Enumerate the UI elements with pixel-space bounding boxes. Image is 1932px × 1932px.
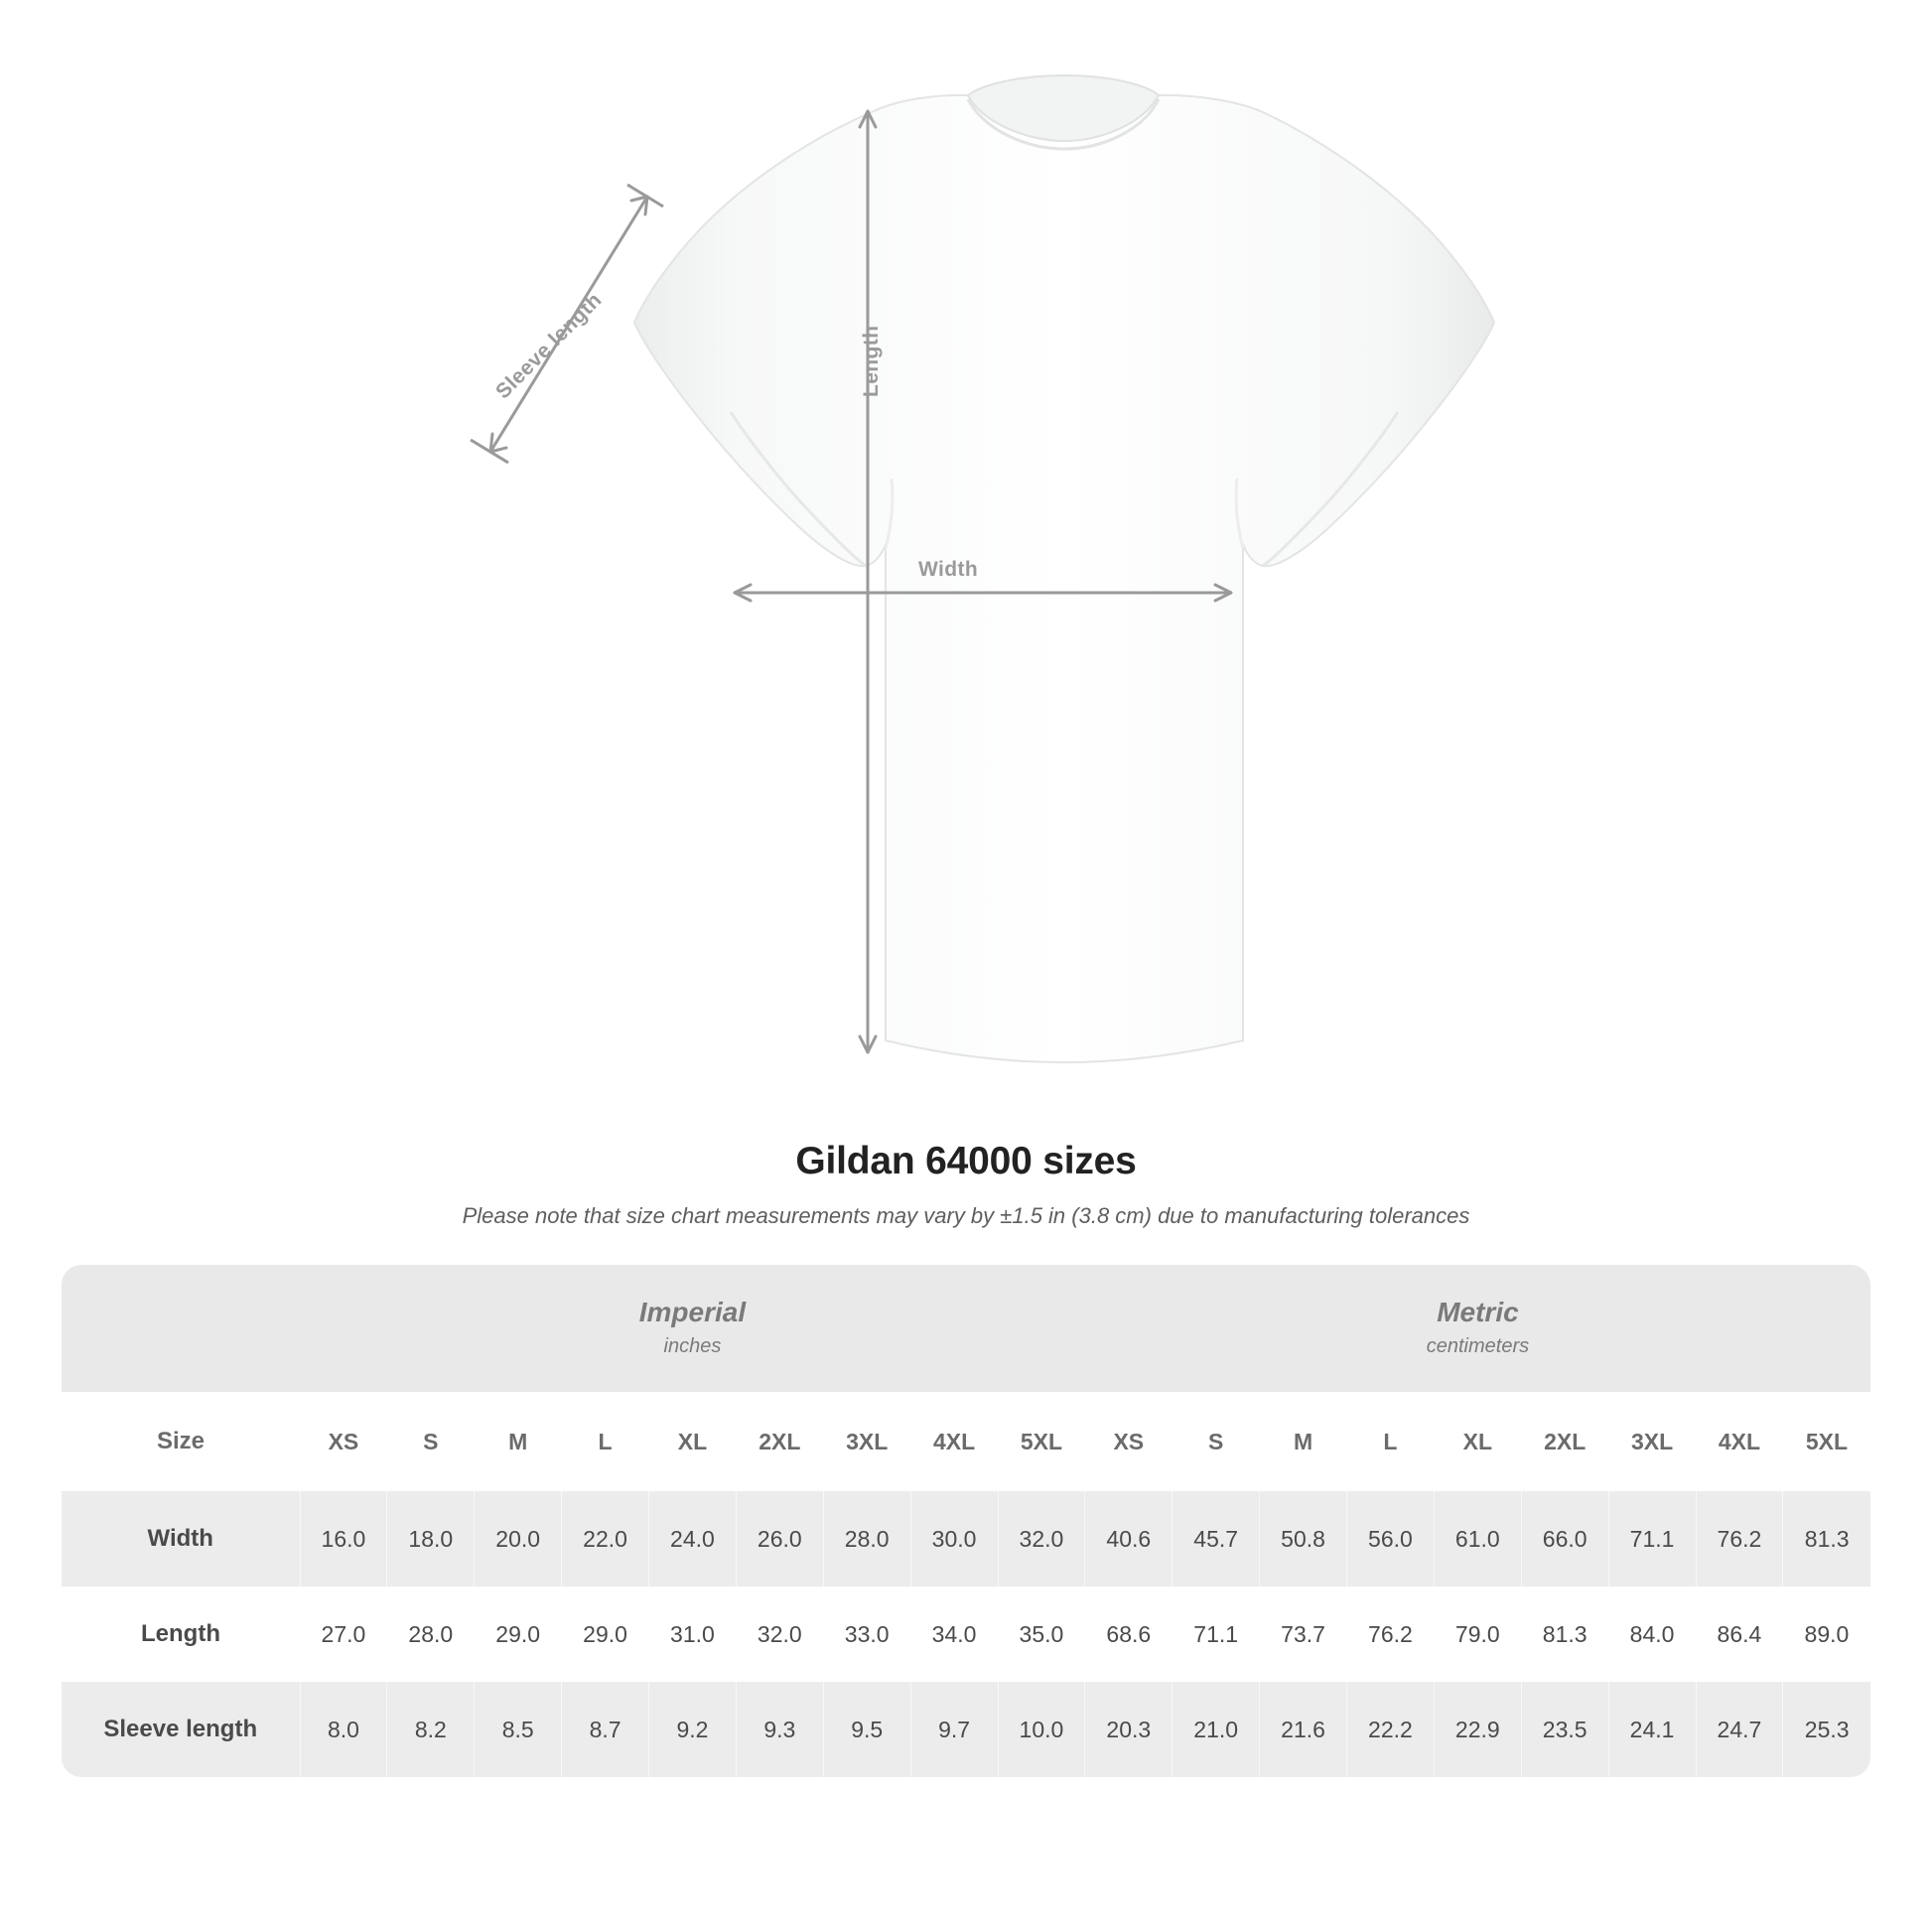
sleeve-imperial-2xl: 9.3 bbox=[736, 1682, 823, 1777]
size-header-imperial-5xl: 5XL bbox=[998, 1392, 1085, 1491]
width-metric-3xl: 71.1 bbox=[1608, 1491, 1696, 1587]
unit-group-metric bbox=[1085, 1265, 1870, 1392]
row-label-width: Width bbox=[62, 1491, 300, 1587]
size-header-row bbox=[62, 1392, 1870, 1491]
sleeve-metric-xl: 22.9 bbox=[1434, 1682, 1521, 1777]
size-header-label: Size bbox=[62, 1392, 300, 1491]
size-header-imperial-l: L bbox=[562, 1392, 649, 1491]
sleeve-length-label: Sleeve length bbox=[491, 288, 607, 404]
size-header-metric-4xl: 4XL bbox=[1696, 1392, 1783, 1491]
length-metric-m: 73.7 bbox=[1260, 1587, 1347, 1682]
size-header-imperial-s: S bbox=[387, 1392, 475, 1491]
sleeve-imperial-l: 8.7 bbox=[562, 1682, 649, 1777]
unit-header-spacer bbox=[62, 1265, 300, 1392]
sleeve-metric-3xl: 24.1 bbox=[1608, 1682, 1696, 1777]
length-imperial-2xl: 32.0 bbox=[736, 1587, 823, 1682]
size-header-metric-s: S bbox=[1173, 1392, 1260, 1491]
width-metric-s: 45.7 bbox=[1173, 1491, 1260, 1587]
unit-title-metric: Metric bbox=[1437, 1297, 1519, 1327]
sleeve-imperial-3xl: 9.5 bbox=[823, 1682, 910, 1777]
sleeve-imperial-s: 8.2 bbox=[387, 1682, 475, 1777]
table-row-width bbox=[62, 1491, 1870, 1587]
width-imperial-xs: 16.0 bbox=[300, 1491, 387, 1587]
length-metric-3xl: 84.0 bbox=[1608, 1587, 1696, 1682]
width-imperial-5xl: 32.0 bbox=[998, 1491, 1085, 1587]
size-header-imperial-m: M bbox=[475, 1392, 562, 1491]
width-metric-5xl: 81.3 bbox=[1783, 1491, 1870, 1587]
size-header-imperial-2xl: 2XL bbox=[736, 1392, 823, 1491]
length-imperial-m: 29.0 bbox=[475, 1587, 562, 1682]
length-imperial-4xl: 34.0 bbox=[910, 1587, 998, 1682]
sleeve-metric-s: 21.0 bbox=[1173, 1682, 1260, 1777]
page-title: Gildan 64000 sizes bbox=[795, 1140, 1137, 1182]
length-metric-l: 76.2 bbox=[1347, 1587, 1435, 1682]
sleeve-metric-2xl: 23.5 bbox=[1521, 1682, 1608, 1777]
width-metric-l: 56.0 bbox=[1347, 1491, 1435, 1587]
unit-subtitle-imperial: inches bbox=[663, 1335, 722, 1357]
width-imperial-2xl: 26.0 bbox=[736, 1491, 823, 1587]
table-row-length bbox=[62, 1587, 1870, 1682]
length-metric-xs: 68.6 bbox=[1085, 1587, 1173, 1682]
length-metric-5xl: 89.0 bbox=[1783, 1587, 1870, 1682]
length-imperial-xs: 27.0 bbox=[300, 1587, 387, 1682]
table-row-sleeve-length bbox=[62, 1682, 1870, 1777]
length-metric-xl: 79.0 bbox=[1434, 1587, 1521, 1682]
sleeve-metric-m: 21.6 bbox=[1260, 1682, 1347, 1777]
size-header-imperial-4xl: 4XL bbox=[910, 1392, 998, 1491]
row-label-sleeve-length: Sleeve length bbox=[62, 1682, 300, 1777]
tshirt-shape bbox=[634, 75, 1494, 1062]
length-imperial-5xl: 35.0 bbox=[998, 1587, 1085, 1682]
unit-header-row bbox=[62, 1265, 1870, 1392]
size-header-metric-xs: XS bbox=[1085, 1392, 1173, 1491]
size-header-imperial-3xl: 3XL bbox=[823, 1392, 910, 1491]
unit-title-imperial: Imperial bbox=[638, 1297, 747, 1327]
length-metric-4xl: 86.4 bbox=[1696, 1587, 1783, 1682]
sleeve-metric-4xl: 24.7 bbox=[1696, 1682, 1783, 1777]
size-header-metric-l: L bbox=[1347, 1392, 1435, 1491]
width-imperial-m: 20.0 bbox=[475, 1491, 562, 1587]
width-metric-xs: 40.6 bbox=[1085, 1491, 1173, 1587]
size-header-imperial-xs: XS bbox=[300, 1392, 387, 1491]
size-table bbox=[62, 1265, 1870, 1777]
width-imperial-4xl: 30.0 bbox=[910, 1491, 998, 1587]
sleeve-tick-bottom bbox=[471, 440, 508, 463]
size-header-metric-m: M bbox=[1260, 1392, 1347, 1491]
length-imperial-xl: 31.0 bbox=[649, 1587, 737, 1682]
length-imperial-s: 28.0 bbox=[387, 1587, 475, 1682]
row-label-length: Length bbox=[62, 1587, 300, 1682]
length-imperial-l: 29.0 bbox=[562, 1587, 649, 1682]
length-imperial-3xl: 33.0 bbox=[823, 1587, 910, 1682]
unit-group-imperial bbox=[300, 1265, 1085, 1392]
width-imperial-3xl: 28.0 bbox=[823, 1491, 910, 1587]
size-header-metric-3xl: 3XL bbox=[1608, 1392, 1696, 1491]
sleeve-metric-l: 22.2 bbox=[1347, 1682, 1435, 1777]
length-label: Length bbox=[860, 325, 883, 397]
size-table-container bbox=[62, 1265, 1870, 1777]
size-header-metric-5xl: 5XL bbox=[1783, 1392, 1870, 1491]
size-header-imperial-xl: XL bbox=[649, 1392, 737, 1491]
width-label: Width bbox=[918, 558, 979, 581]
sleeve-imperial-xs: 8.0 bbox=[300, 1682, 387, 1777]
width-metric-4xl: 76.2 bbox=[1696, 1491, 1783, 1587]
sleeve-metric-xs: 20.3 bbox=[1085, 1682, 1173, 1777]
width-imperial-s: 18.0 bbox=[387, 1491, 475, 1587]
width-imperial-xl: 24.0 bbox=[649, 1491, 737, 1587]
size-header-metric-2xl: 2XL bbox=[1521, 1392, 1608, 1491]
length-metric-2xl: 81.3 bbox=[1521, 1587, 1608, 1682]
length-metric-s: 71.1 bbox=[1173, 1587, 1260, 1682]
sleeve-imperial-5xl: 10.0 bbox=[998, 1682, 1085, 1777]
tolerance-note: Please note that size chart measurements may vary by ±1.5 in (3.8 cm) due to manufacturing tolerances bbox=[462, 1203, 1470, 1228]
width-metric-2xl: 66.0 bbox=[1521, 1491, 1608, 1587]
width-imperial-l: 22.0 bbox=[562, 1491, 649, 1587]
sleeve-metric-5xl: 25.3 bbox=[1783, 1682, 1870, 1777]
unit-subtitle-metric: centimeters bbox=[1426, 1335, 1530, 1357]
width-metric-xl: 61.0 bbox=[1434, 1491, 1521, 1587]
sleeve-imperial-m: 8.5 bbox=[475, 1682, 562, 1777]
sleeve-imperial-xl: 9.2 bbox=[649, 1682, 737, 1777]
size-header-metric-xl: XL bbox=[1434, 1392, 1521, 1491]
sleeve-imperial-4xl: 9.7 bbox=[910, 1682, 998, 1777]
width-metric-m: 50.8 bbox=[1260, 1491, 1347, 1587]
